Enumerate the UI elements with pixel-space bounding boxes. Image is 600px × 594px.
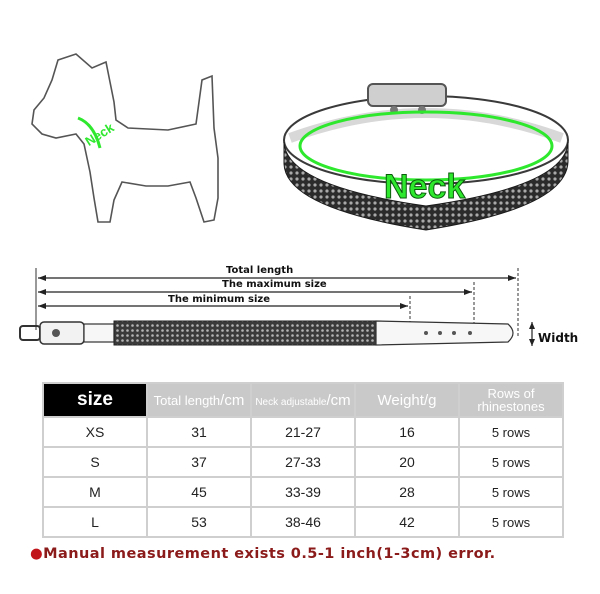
- collar-neck-label: Neck: [384, 168, 466, 206]
- total-length-label: Total length: [226, 265, 294, 276]
- note-text: Manual measurement exists 0.5-1 inch(1-3cm) error.: [43, 546, 496, 562]
- cell-neck: 38-46: [251, 507, 355, 537]
- cell-rows: 5 rows: [459, 477, 563, 507]
- cell-weight: 28: [355, 477, 459, 507]
- dog-silhouette: [32, 54, 218, 222]
- table-row: [43, 507, 563, 537]
- dog-neck-label: Neck: [82, 119, 117, 149]
- width-label: Width: [538, 331, 579, 345]
- collar-inner-strap: [290, 113, 562, 138]
- cell-weight: 42: [355, 507, 459, 537]
- table-row: [43, 477, 563, 507]
- measurement-note: [30, 546, 496, 562]
- header-total-length-text: Total length: [153, 392, 221, 408]
- min-size-label: The minimum size: [168, 294, 271, 305]
- cell-weight: 16: [355, 417, 459, 447]
- header-rows-line1: Rows of: [487, 386, 535, 401]
- measurement-diagram: [0, 258, 600, 368]
- flat-collar-buckle: [20, 326, 40, 340]
- flat-collar: [20, 321, 513, 345]
- cell-rows: 5 rows: [459, 417, 563, 447]
- header-weight: Weight/g: [355, 383, 459, 417]
- flat-collar-strap-tip: [376, 321, 513, 345]
- dog-outline-illustration: [18, 48, 228, 238]
- cell-total-length: 53: [147, 507, 251, 537]
- header-total-length-unit: /cm: [220, 391, 245, 409]
- flat-collar-keeper: [40, 322, 84, 344]
- table-row: [43, 447, 563, 477]
- cell-neck: 33-39: [251, 477, 355, 507]
- header-size: size: [43, 383, 147, 417]
- header-neck-text: Neck adjustable: [255, 396, 327, 408]
- header-neck-unit: /cm: [326, 391, 351, 409]
- max-size-label: The maximum size: [222, 279, 327, 290]
- collar-photo: [276, 80, 576, 250]
- cell-total-length: 31: [147, 417, 251, 447]
- table-row: [43, 417, 563, 447]
- bullet-icon: ●: [30, 546, 44, 562]
- cell-size: XS: [43, 417, 147, 447]
- header-rows: [459, 383, 563, 417]
- cell-size: S: [43, 447, 147, 477]
- header-total-length: [147, 383, 251, 417]
- flat-collar-rhinestones: [114, 321, 376, 345]
- cell-rows: 5 rows: [459, 507, 563, 537]
- cell-total-length: 37: [147, 447, 251, 477]
- cell-neck: 27-33: [251, 447, 355, 477]
- size-table: [42, 382, 564, 538]
- header-neck: [251, 383, 355, 417]
- table-header-row: [43, 383, 563, 417]
- cell-size: L: [43, 507, 147, 537]
- cell-size: M: [43, 477, 147, 507]
- cell-neck: 21-27: [251, 417, 355, 447]
- collar-buckle: [368, 84, 446, 106]
- cell-weight: 20: [355, 447, 459, 477]
- cell-rows: 5 rows: [459, 447, 563, 477]
- cell-total-length: 45: [147, 477, 251, 507]
- header-rows-line2: rhinestones: [477, 399, 545, 414]
